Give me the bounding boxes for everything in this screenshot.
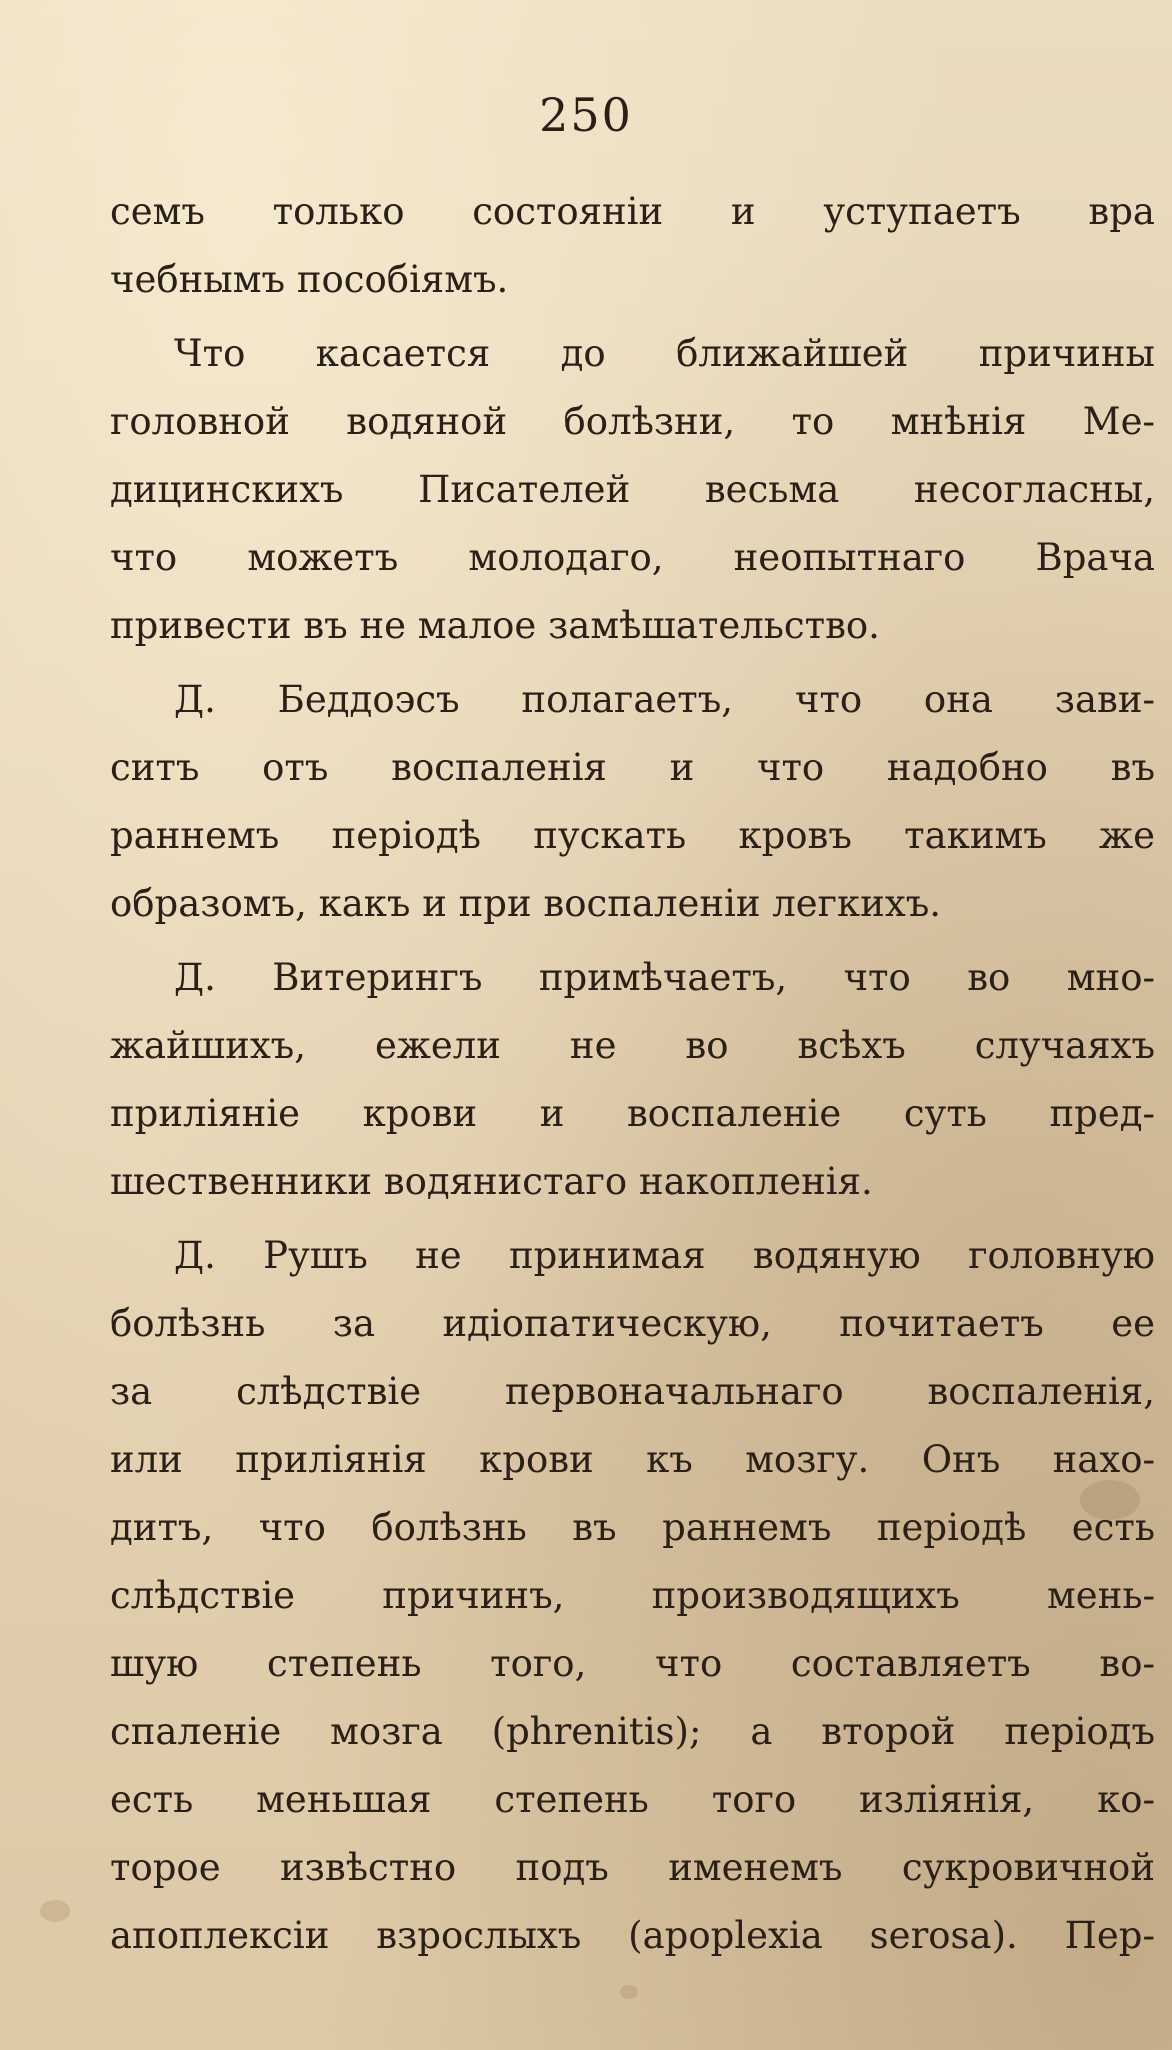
text-line: ситъ отъ воспаленiя и что надобно въ <box>110 746 1155 789</box>
text-line: слѣдствiе причинъ, производящихъ мень- <box>110 1574 1155 1617</box>
body-text <box>110 178 1155 1970</box>
text-line: апоплексiи взрослыхъ (apoplexia serosa). Пер- <box>110 1914 1155 1957</box>
text-line: Д. Витерингъ примѣчаетъ, что во мно- <box>174 956 1155 999</box>
text-line: за слѣдствiе первоначальнаго воспаленiя, <box>110 1370 1155 1413</box>
text-line: торое извѣстно подъ именемъ сукровичной <box>110 1846 1155 1889</box>
text-line: Д. Беддоэсъ полагаетъ, что она зави- <box>174 678 1155 721</box>
text-line: Д. Рушъ не принимая водяную головную <box>174 1234 1155 1277</box>
text-line: чебнымъ пособiямъ. <box>110 258 509 301</box>
paragraph <box>110 944 1155 1216</box>
text-line: раннемъ перiодѣ пускать кровъ такимъ же <box>110 814 1155 857</box>
text-line: шую степень того, что составляетъ во- <box>110 1642 1155 1685</box>
paragraph <box>110 320 1155 660</box>
text-line: жайшихъ, ежели не во всѣхъ случаяхъ <box>110 1024 1155 1067</box>
text-line: шественники водянистаго накопленiя. <box>110 1160 873 1203</box>
text-line: есть меньшая степень того излiянiя, ко- <box>110 1778 1155 1821</box>
text-line: головной водяной болѣзни, то мнѣнiя Ме- <box>110 400 1155 443</box>
paragraph <box>110 666 1155 938</box>
paper-stain <box>620 1985 638 1999</box>
text-line: семъ только состоянiи и уступаетъ вра <box>110 190 1155 233</box>
paper-stain <box>40 1900 70 1922</box>
paragraph <box>110 178 1155 314</box>
text-line: что можетъ молодаго, неопытнаго Врача <box>110 536 1155 579</box>
text-line: привести въ не малое замѣшательство. <box>110 604 880 647</box>
text-line: дитъ, что болѣзнь въ раннемъ перiодѣ есть <box>110 1506 1155 1549</box>
text-line: спаленiе мозга (phrenitis); а второй перiодъ <box>110 1710 1155 1753</box>
text-line: болѣзнь за идiопатическую, почитаетъ ее <box>110 1302 1155 1345</box>
text-line: Что касается до ближайшей причины <box>174 332 1155 375</box>
page-number: 250 <box>539 88 633 142</box>
text-line: прилiянiе крови и воспаленiе суть пред- <box>110 1092 1155 1135</box>
text-line: дицинскихъ Писателей весьма несогласны, <box>110 468 1155 511</box>
text-line: или прилiянiя крови къ мозгу. Онъ нахо- <box>110 1438 1155 1481</box>
paragraph <box>110 1222 1155 1970</box>
text-line: образомъ, какъ и при воспаленiи легкихъ. <box>110 882 942 925</box>
